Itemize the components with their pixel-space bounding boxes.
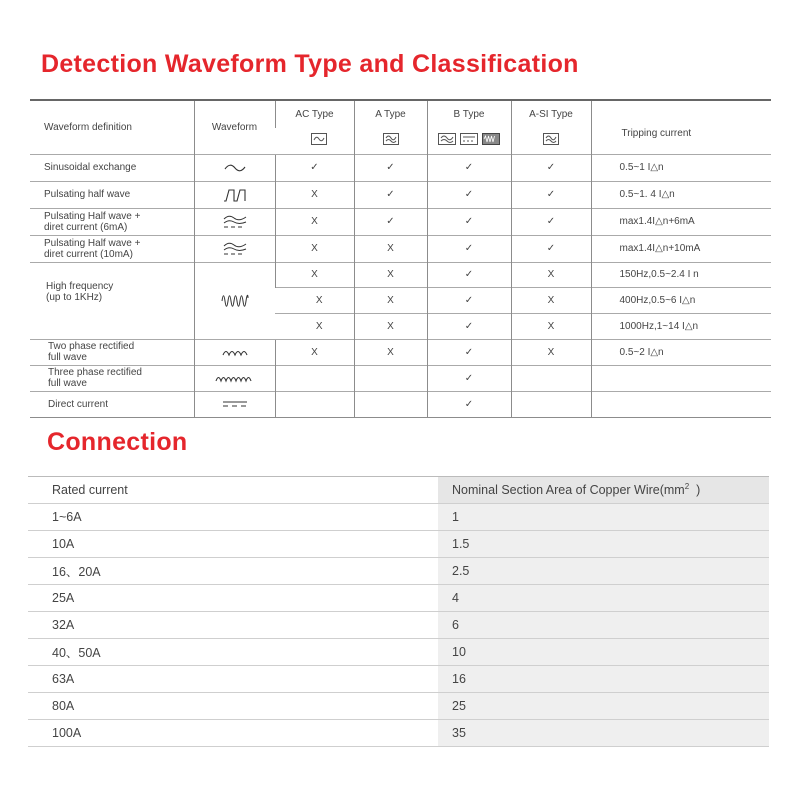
waveform-definition: Pulsating half wave <box>30 181 194 208</box>
header-a-type: A Type <box>354 100 427 128</box>
waveform-definition: Pulsating Half wave + diret current (6mA) <box>30 208 194 235</box>
a-check: ✓ <box>354 154 427 181</box>
waveform-definition: Direct current <box>30 391 194 417</box>
header-waveform: Waveform <box>194 100 275 154</box>
asi-check: ✓ <box>511 208 591 235</box>
b-check: ✓ <box>427 365 511 391</box>
asi-check: ✓ <box>511 235 591 262</box>
asi-cross: X <box>511 313 591 339</box>
table-row <box>28 693 769 720</box>
tripping-empty <box>591 391 771 417</box>
table-row <box>28 585 769 612</box>
high-frequency-icon <box>194 262 275 339</box>
ac-cross: X <box>275 235 354 262</box>
header-nominal-section-area: Nominal Section Area of Copper $Wire(mm^2$ ) <box>438 477 769 504</box>
waveform-classification-table <box>30 99 771 418</box>
waveform-definition: Two phase rectified full wave <box>30 339 194 365</box>
section-title-waveform: Detection Waveform Type and Classification <box>41 50 579 78</box>
b-check: ✓ <box>427 262 511 287</box>
ac-cross: X <box>275 208 354 235</box>
header-b-type: B Type <box>427 100 511 128</box>
b-check: ✓ <box>427 208 511 235</box>
rated-current: 32A <box>28 612 438 639</box>
table-row <box>28 639 769 666</box>
table-header-row <box>28 477 769 504</box>
b-check: ✓ <box>427 313 511 339</box>
tripping-empty <box>591 365 771 391</box>
table-row <box>30 391 771 417</box>
section-area: 1.5 <box>438 531 769 558</box>
section-area: 1 <box>438 504 769 531</box>
rated-current: 16、20A <box>28 558 438 585</box>
section-area: 25 <box>438 693 769 720</box>
tripping-current: 0.5~2 I△n <box>591 339 771 365</box>
rated-current: 40、50A <box>28 639 438 666</box>
b-check: ✓ <box>427 339 511 365</box>
direct-current-icon <box>194 391 275 417</box>
ac-empty <box>275 391 354 417</box>
header-rated-current: Rated current <box>28 477 438 504</box>
rated-current: 25A <box>28 585 438 612</box>
rated-current: 63A <box>28 666 438 693</box>
a-check: ✓ <box>354 181 427 208</box>
tripping-current: max1.4I△n+10mA <box>591 235 771 262</box>
pulsating-dc-icon <box>194 235 275 262</box>
section-area: 10 <box>438 639 769 666</box>
header-asi-type: A-SI Type <box>511 100 591 128</box>
section-area: 16 <box>438 666 769 693</box>
section-area: 6 <box>438 612 769 639</box>
header-waveform-definition: Waveform definition <box>30 100 194 154</box>
tripping-current: 0.5~1. 4 I△n <box>591 181 771 208</box>
a-cross: X <box>354 262 427 287</box>
table-row <box>28 612 769 639</box>
b-check: ✓ <box>427 181 511 208</box>
rated-current: 80A <box>28 693 438 720</box>
a-cross: X <box>354 287 427 313</box>
ac-cross: X <box>275 262 354 287</box>
asi-empty <box>511 391 591 417</box>
waveform-definition: Three phase rectified full wave <box>30 365 194 391</box>
connection-table <box>28 476 769 747</box>
table-row <box>30 262 771 287</box>
a-type-icon <box>354 128 427 154</box>
asi-cross: X <box>511 339 591 365</box>
table-row <box>30 181 771 208</box>
table-row <box>30 208 771 235</box>
waveform-definition: Pulsating Half wave + diret current (10mA) <box>30 235 194 262</box>
table-row <box>30 154 771 181</box>
a-cross: X <box>354 235 427 262</box>
rated-current: 1~6A <box>28 504 438 531</box>
table-row <box>30 339 771 365</box>
table-row <box>28 531 769 558</box>
b-check: ✓ <box>427 235 511 262</box>
a-cross: X <box>354 313 427 339</box>
a-empty <box>354 365 427 391</box>
a-check: ✓ <box>354 208 427 235</box>
section-title-connection: Connection <box>47 428 188 456</box>
asi-empty <box>511 365 591 391</box>
pulsating-half-wave-icon <box>194 181 275 208</box>
ac-type-icon <box>275 128 354 154</box>
two-phase-rectified-icon <box>194 339 275 365</box>
section-area: 35 <box>438 720 769 747</box>
tripping-current: 1000Hz,1~14 I△n <box>591 313 771 339</box>
asi-check: ✓ <box>511 181 591 208</box>
table-row <box>30 365 771 391</box>
ac-empty <box>275 365 354 391</box>
tripping-current: 0.5~1 I△n <box>591 154 771 181</box>
tripping-current: max1.4I△n+6mA <box>591 208 771 235</box>
table-row <box>28 558 769 585</box>
b-check: ✓ <box>427 154 511 181</box>
ac-cross: X <box>275 287 354 313</box>
b-check: ✓ <box>427 391 511 417</box>
table-row <box>28 504 769 531</box>
three-phase-rectified-icon <box>194 365 275 391</box>
ac-cross: X <box>275 313 354 339</box>
section-area: 2.5 <box>438 558 769 585</box>
waveform-definition: Sinusoidal exchange <box>30 154 194 181</box>
sine-wave-icon <box>194 154 275 181</box>
table-row <box>28 666 769 693</box>
asi-cross: X <box>511 262 591 287</box>
pulsating-dc-icon <box>194 208 275 235</box>
a-empty <box>354 391 427 417</box>
ac-check: ✓ <box>275 154 354 181</box>
table-row <box>28 720 769 747</box>
asi-type-icon <box>511 128 591 154</box>
b-check: ✓ <box>427 287 511 313</box>
rated-current: 100A <box>28 720 438 747</box>
ac-cross: X <box>275 181 354 208</box>
section-area: 4 <box>438 585 769 612</box>
header-tripping-current: Tripping current <box>591 100 771 154</box>
tripping-current: 400Hz,0.5~6 I△n <box>591 287 771 313</box>
rated-current: 10A <box>28 531 438 558</box>
asi-cross: X <box>511 287 591 313</box>
waveform-definition: High frequency (up to 1KHz) <box>30 262 194 339</box>
header-ac-type: AC Type <box>275 100 354 128</box>
a-cross: X <box>354 339 427 365</box>
tripping-current: 150Hz,0.5~2.4 I n <box>591 262 771 287</box>
ac-cross: X <box>275 339 354 365</box>
asi-check: ✓ <box>511 154 591 181</box>
table-row <box>30 235 771 262</box>
b-type-icon <box>427 128 511 154</box>
